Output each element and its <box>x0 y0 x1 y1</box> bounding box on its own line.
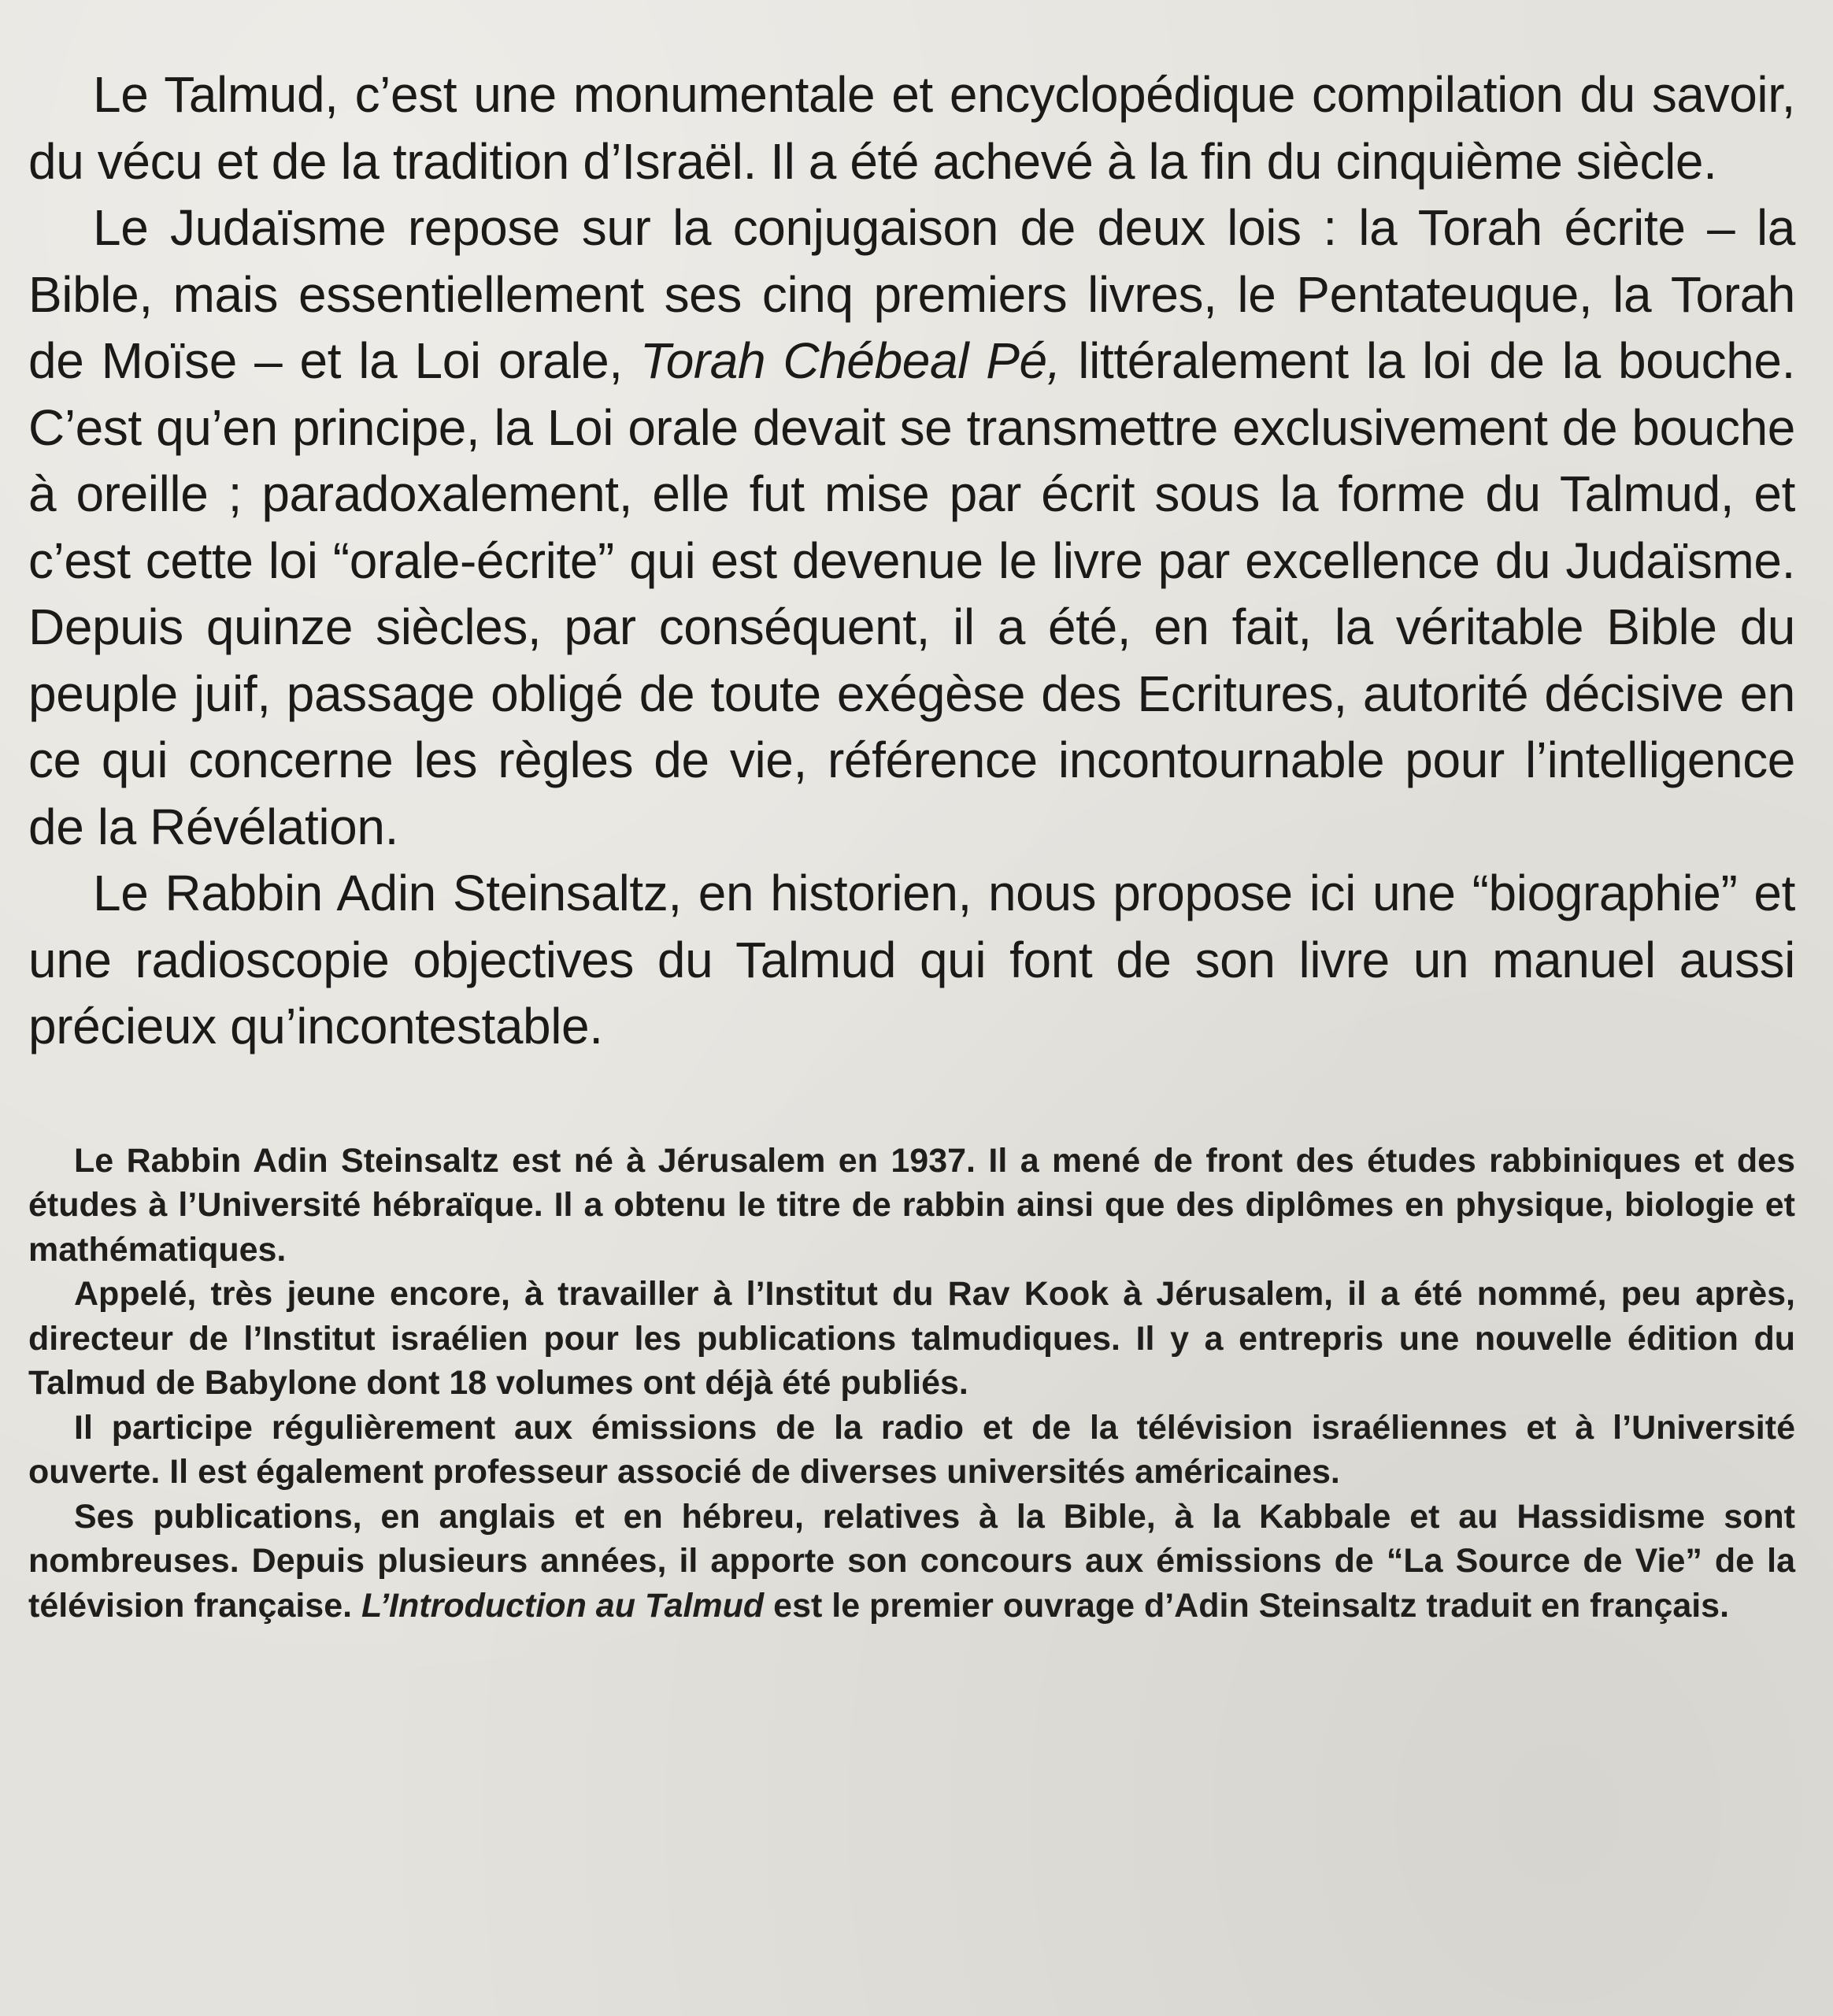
bio-paragraph-1: Le Rabbin Adin Steinsaltz est né à Jérusalem en 1937. Il a mené de front des études rabbiniques et des études à l’Université hébraïque. Il a obtenu le titre de rabbin ainsi que des diplômes en physique, biologie et mathématiques. <box>28 1141 1795 1269</box>
main-paragraph-2-start: Le Judaïsme repose sur la conjugaison de deux lois : la Torah écrite – la Bible, mais essentiellement ses cinq premiers livres, le Pentateuque, la Torah de Moïse – et la Loi orale, <box>28 199 1795 389</box>
main-paragraph-1: Le Talmud, c’est une monumentale et encyclopédique compilation du savoir, du vécu et de la tradition d’Israël. Il a été achevé à la fin du cinquième siècle. <box>28 66 1795 190</box>
bio-paragraph-3: Il participe régulièrement aux émissions de la radio et de la télévision israéliennes et à l’Université ouverte. Il est également professeur associé de diverses universités américaines. <box>28 1408 1795 1491</box>
bio-paragraph-4-end: est le premier ouvrage d’Adin Steinsaltz traduit en français. <box>764 1586 1730 1625</box>
main-paragraph-3: Le Rabbin Adin Steinsaltz, en historien, nous propose ici une “biographie” et une radioscopie objectives du Talmud qui font de son livre un manuel aussi précieux qu’incontestable. <box>28 865 1795 1054</box>
main-paragraph-2-end: littéralement la loi de la bouche. C’est qu’en principe, la Loi orale devait se transmettre exclusivement de bouche à oreille ; paradoxalement, elle fut mise par écrit sous la forme du Talmud, et c’est cette loi “orale-écrite” qui est devenue le livre par excellence du Judaïsme. Depuis quinze siècles, par conséquent, il a été, en fait, la véritable Bible du peuple juif, passage obligé de toute exégèse des Ecritures, autorité décisive en ce qui concerne les règles de vie, référence incontournable pour l’intelligence de la Révélation. <box>28 332 1795 855</box>
torah-chebeal-pe-term: Torah Chébeal Pé, <box>639 332 1061 389</box>
bio-paragraph-2: Appelé, très jeune encore, à travailler à l’Institut du Rav Kook à Jérusalem, il a été nommé, peu après, directeur de l’Institut israélien pour les publications talmudiques. Il y a entrepris une nouvelle édition du Talmud de Babylone dont 18 volumes ont déjà été publiés. <box>28 1275 1795 1402</box>
author-biography <box>28 1139 1795 1629</box>
book-title: L’Introduction au Talmud <box>361 1586 765 1625</box>
bio-paragraph-4 <box>28 1495 1795 1629</box>
main-description <box>28 61 1795 1060</box>
main-paragraph-2 <box>28 195 1795 860</box>
bio-paragraph-4-start: Ses publications, en anglais et en hébreu, relatives à la Bible, à la Kabbale et au Hassidisme sont nombreuses. Depuis plusieurs années, il apporte son concours aux émissions de “La Source de Vie” de la télévision française. <box>28 1497 1795 1625</box>
